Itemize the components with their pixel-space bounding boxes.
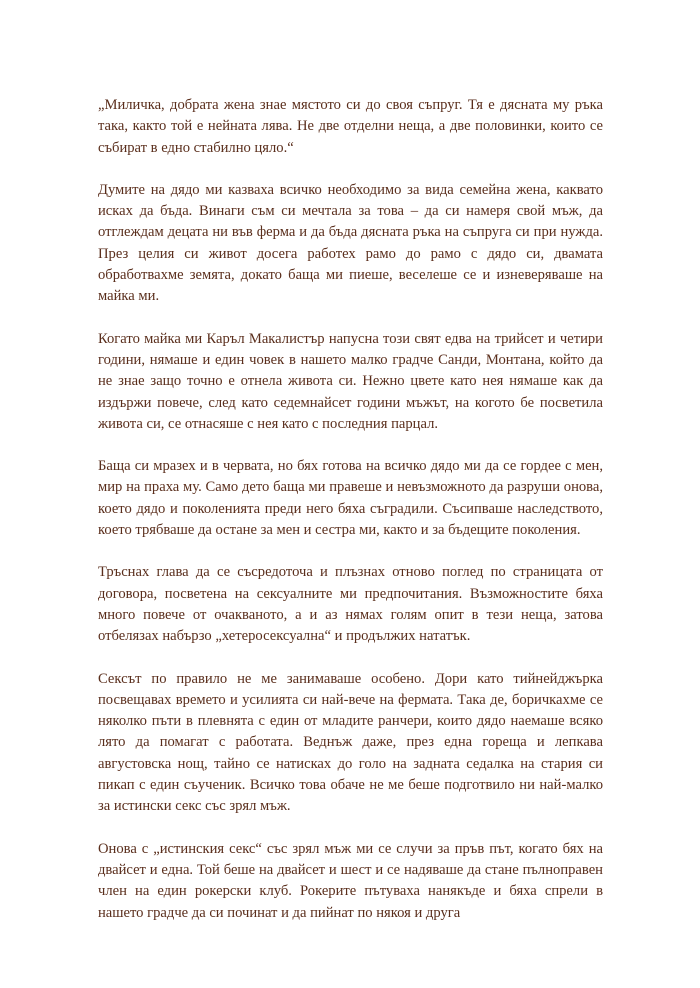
paragraph-7: Онова с „истинския секс“ със зрял мъж ми се случи за пръв път, когато бях на двайсет и една. Той беше на двайсет и шест и се надяваше да стане пълноправен член на един рокерски клуб. Рокерите пътуваха нанякъде и бяха спрели в нашето градче да си починат и да пийнат по някоя и друга: [98, 840, 603, 921]
paragraph-2: Думите на дядо ми казваха всичко необходимо за вида семейна жена, каквато исках да бъда. Винаги съм си мечтала за това – да си намеря свой мъж, да отглеждам децата ни във ферма и да бъда дясната ръка на съпруга си при нужда. През целия си живот досега работех рамо до рамо с дядо си, двамата обработвахме земята, докато баща ми пиеше, веселеше се и изневеряваше на майка ми.: [98, 181, 603, 305]
paragraph-1: „Миличка, добрата жена знае мястото си до своя съпруг. Тя е дясната му ръка така, както той е нейната лява. Не две отделни неща, а две половинки, които се събират в едно стабилно цяло.“: [98, 97, 603, 156]
document-page: [98, 95, 603, 924]
paragraph-6: Сексът по правило не ме занимаваше особено. Дори като тийнейджърка посвещавах времето и усилията си най-вече на фермата. Така де, боричкахме се няколко пъти в плевнята с един от младите ранчери, които дядо наемаше всяко лято да помагат с работата. Веднъж даже, през една гореща и лепкава августовска нощ, тайно се натисках до голо на задната седалка на стария си пикап с един съученик. Всичко това обаче не ме беше подготвило ни най-малко за истински секс със зрял мъж.: [98, 670, 603, 815]
paragraph-3: Когато майка ми Каръл Макалистър напусна този свят едва на трийсет и четири години, нямаше и един човек в нашето малко градче Санди, Монтана, който да не знае защо точно е отнела живота си. Нежно цвете като нея нямаше как да издържи повече, след като седемнайсет години мъжът, на когото бе посветила живота си, се отнасяше с нея като с последния парцал.: [98, 330, 603, 432]
paragraph-4: Баща си мразех и в червата, но бях готова на всичко дядо ми да се гордее с мен, мир на праха му. Само дето баща ми правеше и невъзможното да разруши онова, което дядо и поколенията преди него бяха съградили. Съсипваше наследството, което трябваше да остане за мен и сестра ми, както и за бъдещите поколения.: [98, 458, 603, 539]
paragraph-5: Тръснах глава да се съсредоточа и плъзнах отново поглед по страницата от договора, посветена на сексуалните ми предпочитания. Възможностите бяха много повече от очакваното, а и аз нямах голям опит в тези неща, затова отбелязах набързо „хетеросексуална“ и продължих нататък.: [98, 564, 603, 645]
